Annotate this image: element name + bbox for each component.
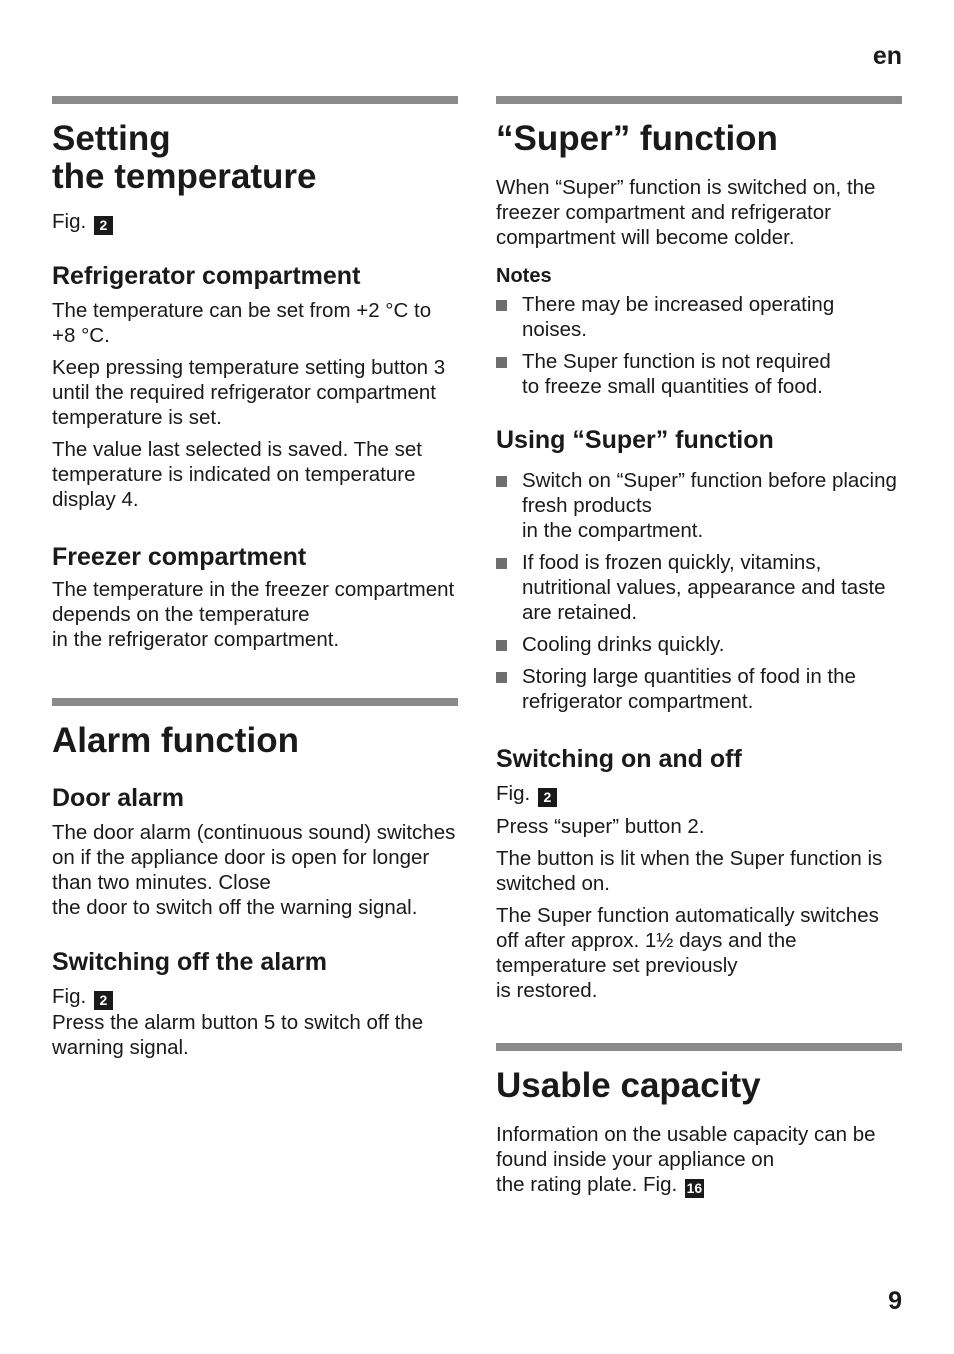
language-label: en (872, 42, 902, 70)
figure-number-badge: 16 (686, 1180, 703, 1196)
notes-list (496, 292, 902, 399)
title-line: Setting (52, 119, 171, 158)
square-bullet-icon (496, 672, 507, 683)
left-column (52, 96, 458, 1067)
subheading-freezer: Freezer compartment (52, 543, 307, 571)
section-title-capacity: Usable capacity (496, 1066, 761, 1105)
fig-reference (52, 984, 458, 1010)
page-number: 9 (888, 1287, 902, 1315)
text-line: The Super function automatically switches off after approx. 1½ days and the temperature set previously (496, 904, 879, 977)
list-item (496, 632, 902, 657)
item-text: Storing large quantities of food in the refrigerator compartment. (522, 665, 856, 713)
subheading-switching-off-alarm: Switching off the alarm (52, 948, 328, 976)
square-bullet-icon (496, 476, 507, 487)
list-item (496, 550, 902, 625)
fig-label: Fig. (52, 210, 87, 233)
item-text: There may be increased operating noises. (522, 293, 835, 341)
square-bullet-icon (496, 640, 507, 651)
text-line: The temperature in the freezer compartment (52, 578, 455, 601)
paragraph: Press the alarm button 5 to switch off the warning signal. (52, 1011, 424, 1059)
using-list (496, 468, 902, 714)
paragraph (496, 903, 902, 1003)
section-rule (52, 698, 458, 706)
paragraph: The value last selected is saved. The set temperature is indicated on temperature display 4. (52, 438, 422, 511)
paragraph (496, 1122, 902, 1198)
list-item (496, 292, 902, 342)
section-title-super: “Super” function (496, 119, 778, 158)
section-rule (496, 1043, 902, 1051)
list-item (496, 349, 902, 399)
fig-label: Fig. (496, 782, 531, 805)
text-line: the rating plate. Fig. (496, 1173, 678, 1196)
figure-number-badge: 2 (94, 216, 113, 235)
paragraph: Keep pressing temperature setting button 3 until the required refrigerator compartment temperature is set. (52, 356, 446, 429)
section-rule (52, 96, 458, 104)
paragraph: Press “super” button 2. (496, 815, 705, 838)
square-bullet-icon (496, 300, 507, 311)
item-text: in the compartment. (522, 519, 704, 542)
list-item (496, 468, 902, 543)
paragraph (52, 820, 458, 920)
section-rule (496, 96, 902, 104)
text-line: in the refrigerator compartment. (52, 628, 340, 651)
item-text: The Super function is not required (522, 350, 831, 373)
paragraph: The button is lit when the Super function is switched on. (496, 847, 883, 895)
paragraph (52, 577, 458, 652)
subheading-door-alarm: Door alarm (52, 784, 184, 812)
section-usable-capacity (496, 1043, 902, 1198)
figure-number-badge: 2 (94, 991, 113, 1010)
section-setting-temperature (52, 96, 458, 652)
paragraph: The temperature can be set from +2 °C to +8 °C. (52, 299, 432, 347)
notes-heading: Notes (496, 265, 552, 287)
square-bullet-icon (496, 357, 507, 368)
fig-reference (52, 209, 458, 235)
list-item (496, 664, 902, 714)
fig-label: Fig. (52, 985, 87, 1008)
item-text: If food is frozen quickly, vitamins, nutritional values, appearance and taste are retained. (522, 551, 886, 624)
text-line: Information on the usable capacity can be found inside your appliance on (496, 1123, 876, 1171)
fig-reference (496, 781, 902, 807)
text-line: is restored. (496, 979, 598, 1002)
section-title-alarm: Alarm function (52, 721, 299, 760)
section-alarm-function (52, 698, 458, 1060)
section-super-function (496, 96, 902, 1003)
subheading-refrigerator: Refrigerator compartment (52, 262, 361, 290)
item-text: Switch on “Super” function before placing fresh products (522, 469, 897, 517)
subheading-using-super: Using “Super” function (496, 426, 774, 454)
item-text: to freeze small quantities of food. (522, 375, 823, 398)
subheading-switching-on-off: Switching on and off (496, 745, 742, 773)
figure-number-badge: 2 (538, 788, 557, 807)
title-line: the temperature (52, 157, 317, 196)
text-line: The door alarm (continuous sound) switches on if the appliance door is open for longer than two minutes. Close (52, 821, 456, 894)
text-line: the door to switch off the warning signal. (52, 896, 418, 919)
square-bullet-icon (496, 558, 507, 569)
section-title-setting (52, 120, 458, 196)
text-line: depends on the temperature (52, 603, 310, 626)
paragraph: When “Super” function is switched on, the freezer compartment and refrigerator compartment will become colder. (496, 176, 876, 249)
item-text: Cooling drinks quickly. (522, 633, 725, 656)
right-column (496, 96, 902, 1205)
